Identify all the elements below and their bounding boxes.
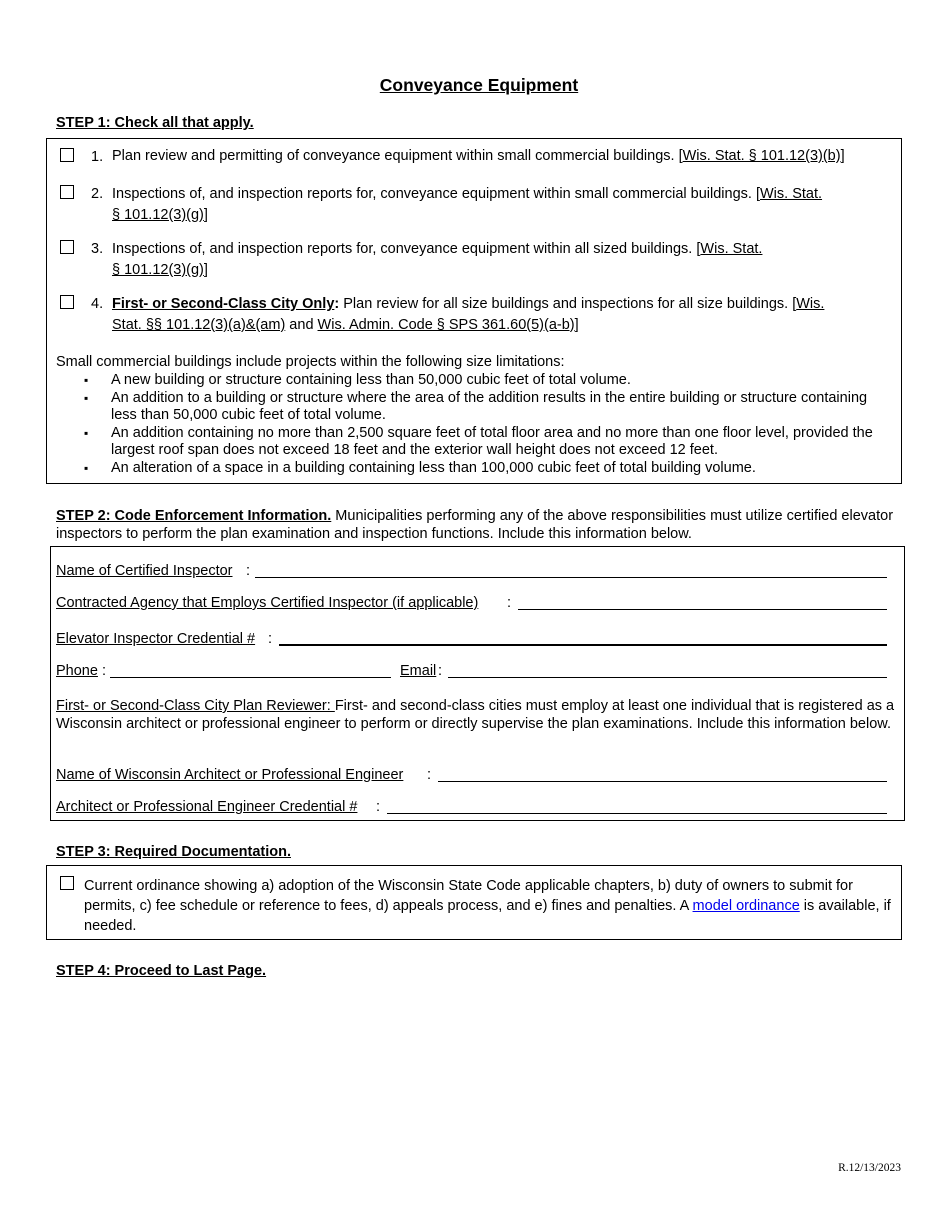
- colon: :: [438, 663, 443, 679]
- step1-checkbox-2[interactable]: [60, 185, 74, 199]
- architect-credential-field[interactable]: [387, 813, 887, 814]
- step3-heading: STEP 3: Required Documentation.: [56, 844, 291, 860]
- colon: :: [268, 631, 273, 647]
- bracket: ]: [203, 262, 208, 278]
- architect-credential-label: Architect or Professional Engineer Credential #: [56, 799, 358, 815]
- architect-name-field[interactable]: [438, 781, 887, 782]
- plan-reviewer-label: First- or Second-Class City Plan Reviewer:: [56, 698, 335, 714]
- statute-citation: Wis. Stat.: [760, 186, 823, 202]
- ordinance-text: Current ordinance showing a) adoption of the Wisconsin State Code applicable chapters, b) duty of owners to submit for permits, c) fee schedule or reference to fees, d) appeals process, and e) fines and penalties. A: [84, 878, 853, 914]
- item-number: 4.: [91, 296, 104, 312]
- credential-label: Elevator Inspector Credential #: [56, 631, 256, 647]
- step1-item-4: [112, 294, 892, 336]
- inspector-name-field[interactable]: [255, 577, 887, 578]
- step1-checkbox-4[interactable]: [60, 295, 74, 309]
- step1-checkbox-1[interactable]: [60, 148, 74, 162]
- bracket: ]: [574, 317, 579, 333]
- step3-checkbox[interactable]: [60, 876, 74, 890]
- agency-field[interactable]: [518, 609, 887, 610]
- inspector-name-label: Name of Certified Inspector: [56, 563, 233, 579]
- step2-description: Municipalities performing any of the above responsibilities must utilize certified elevator inspectors to perform the plan examination and inspection functions. Include this information below.: [56, 508, 894, 542]
- colon: :: [376, 799, 381, 815]
- page-title: Conveyance Equipment: [379, 75, 579, 95]
- model-ordinance-link[interactable]: model ordinance: [692, 898, 800, 914]
- bracket: ]: [203, 207, 208, 223]
- agency-label: Contracted Agency that Employs Certified Inspector (if applicable): [56, 595, 479, 611]
- item-text: Plan review and permitting of conveyance equipment within small commercial buildings. [: [112, 148, 683, 164]
- item-text: Plan review for all size buildings and inspections for all size buildings. [: [339, 296, 797, 312]
- plan-reviewer-paragraph: [56, 698, 904, 733]
- phone-label: Phone: [56, 663, 98, 679]
- revision-date: R.12/13/2023: [838, 1162, 901, 1174]
- colon: :: [427, 767, 432, 783]
- plan-reviewer-text: First- and second-class cities must employ at least one individual that is registered as a Wisconsin architect or professional engineer to perform or directly supervise the plan examinations. Include this information below.: [56, 698, 895, 732]
- statute-citation: Wis. Stat. § 101.12(3)(b): [682, 148, 841, 164]
- email-field[interactable]: [448, 677, 887, 678]
- ordinance-text-end: is available, if needed.: [84, 898, 891, 934]
- colon: :: [507, 595, 512, 611]
- step1-item-1: [112, 146, 902, 167]
- step1-heading: STEP 1: Check all that apply.: [56, 115, 254, 131]
- list-item: ▪ An addition to a building or structure where the area of the addition results in the entire building or structure containing less than 50,000 cubic feet of total volume.: [56, 390, 876, 425]
- item-number: 3.: [91, 241, 104, 257]
- list-item: ▪ A new building or structure containing less than 50,000 cubic feet of total volume.: [56, 372, 876, 390]
- item-number: 1.: [91, 149, 104, 165]
- step3-box: [46, 865, 902, 940]
- step4-heading: STEP 4: Proceed to Last Page.: [56, 963, 267, 979]
- credential-field[interactable]: [279, 644, 887, 646]
- item-text: Inspections of, and inspection reports for, conveyance equipment within small commercial buildings. [: [112, 186, 760, 202]
- colon: :: [246, 563, 251, 579]
- statute-citation: § 101.12(3)(g): [112, 262, 204, 278]
- phone-field[interactable]: [110, 677, 391, 678]
- statute-citation: § 101.12(3)(g): [112, 207, 204, 223]
- item-bold-label: First- or Second-Class City Only: [112, 296, 335, 312]
- size-limitations-list: [56, 372, 876, 477]
- colon: :: [102, 663, 107, 679]
- size-limitations-intro: Small commercial buildings include projects within the following size limitations:: [56, 354, 565, 370]
- conjunction: and: [285, 317, 318, 333]
- statute-citation: Wis. Stat.: [700, 241, 763, 257]
- architect-name-label: Name of Wisconsin Architect or Professional Engineer: [56, 767, 404, 783]
- statute-citation: Stat. §§ 101.12(3)(a)&(am): [112, 317, 286, 333]
- step1-item-3: [112, 239, 892, 281]
- step2-heading: STEP 2: Code Enforcement Information.: [56, 508, 332, 524]
- step2-intro: [56, 507, 906, 543]
- list-item: ▪ An alteration of a space in a building containing less than 100,000 cubic feet of total building volume.: [56, 460, 876, 478]
- step2-box: [50, 546, 905, 821]
- email-label: Email: [400, 663, 437, 679]
- admin-code-citation: Wis. Admin. Code § SPS 361.60(5)(a-b): [317, 317, 575, 333]
- step1-checkbox-3[interactable]: [60, 240, 74, 254]
- bracket: ]: [840, 148, 845, 164]
- item-text: Inspections of, and inspection reports for, conveyance equipment within all sized buildings. [: [112, 241, 701, 257]
- statute-citation: Wis.: [796, 296, 825, 312]
- step3-ordinance-text: [84, 876, 898, 936]
- item-number: 2.: [91, 186, 104, 202]
- step1-item-2: [112, 184, 892, 226]
- list-item: ▪ An addition containing no more than 2,500 square feet of total floor area and no more than one floor level, provided the largest roof span does not exceed 18 feet and the exterior wall height does not exceed 12 feet.: [56, 425, 876, 460]
- step1-box: [46, 138, 902, 484]
- colon: :: [334, 296, 340, 312]
